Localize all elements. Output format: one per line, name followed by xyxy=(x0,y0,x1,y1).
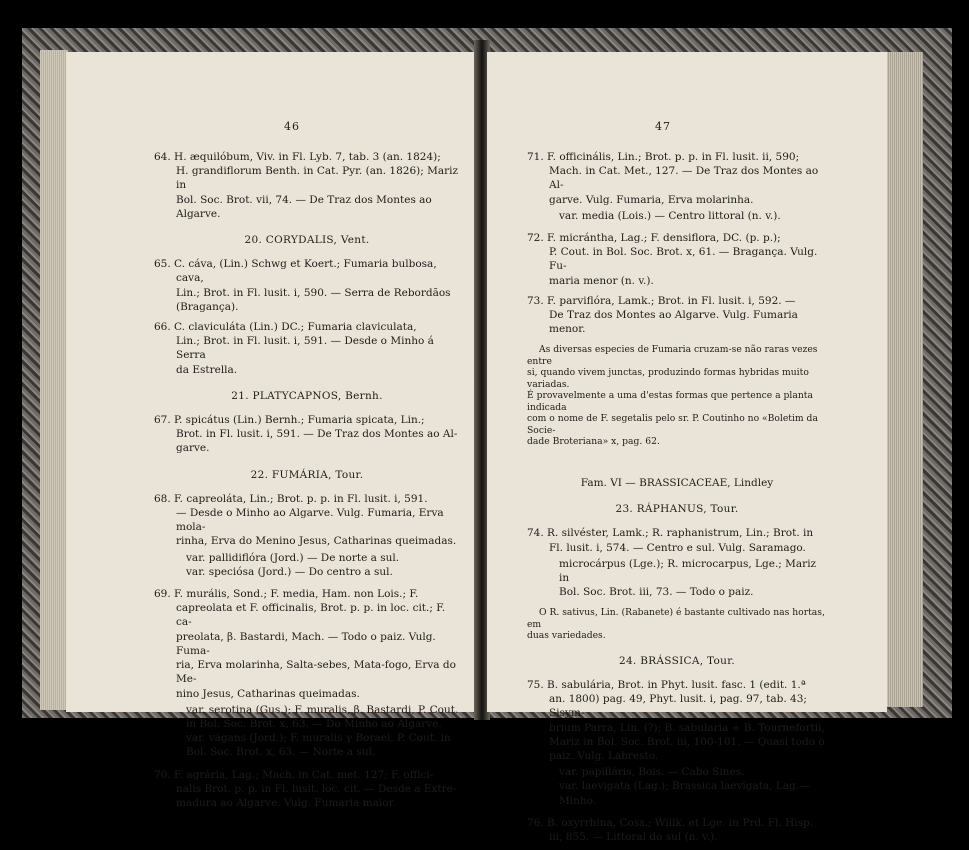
variety-line: var. pallidiflóra (Jord.) — De norte a sul. xyxy=(186,551,400,564)
genus-heading-platycapnos: 21. PLATYCAPNOS, Bernh. xyxy=(231,389,383,402)
left-page xyxy=(66,52,476,809)
variety-line: var. media (Lois.) — Centro littoral (n. v.). xyxy=(559,209,781,222)
entry-73: 73. F. parviflóra, Lamk.; Brot. in Fl. lusit. i, 592. — De Traz dos Montes ao Algarve. Vulg. Fumaria menor. xyxy=(527,294,798,336)
entry-75: 75. B. sabulária, Brot. in Phyt. lusit. fasc. 1 (edit. 1.ª an. 1800) pag. 49, Phyt. lusit. i, pag. 97, tab. 43; Sisym- brium Parra, Lin. (?); B. sabularia + B. Tournefortii, Mariz in Bol. Soc. Brot. iii, 100-101. — Quasi todo o paiz. Vulg. Labresto. xyxy=(527,679,825,763)
right-page xyxy=(487,52,887,844)
page-edges-left xyxy=(40,50,68,710)
variety-line: var. papilláris, Bois. — Cabo Sines. xyxy=(559,766,745,779)
page-number-left: 46 xyxy=(284,120,300,133)
genus-heading-raphanus: 23. RÁPHANUS, Tour. xyxy=(615,503,739,516)
entry-67: 67. P. spicátus (Lin.) Bernh.; Fumaria spicata, Lin.; Brot. in Fl. lusit. i, 591. — De Traz dos Montes ao Al- garve. xyxy=(154,414,458,455)
variety-line: var. speciósa (Jord.) — Do centro a sul. xyxy=(186,565,393,578)
variety-line: var. serotina (Gus.); F. muralis, β. Bastardi, P. Cout. in Bol. Soc. Brot. x, 63. — Do Minho ao Algarve. xyxy=(186,703,459,730)
page-edges-right xyxy=(885,52,923,707)
entry-74: 74. R. silvéster, Lamk.; R. raphanistrum, Lin.; Brot. in Fl. lusit. i, 574. — Centro e sul. Vulg. Saramago. xyxy=(527,527,814,554)
genus-heading-brassica: 24. BRÁSSICA, Tour. xyxy=(618,654,736,667)
right-page-text xyxy=(527,150,827,850)
variety-line: var. vágans (Jord.); F. muralis γ Boraei, P. Cout. in Bol. Soc. Brot. x, 63. — Norte a sul. xyxy=(186,732,451,759)
entry-66: 66. C. claviculáta (Lin.) DC.; Fumaria claviculata, Lin.; Brot. in Fl. lusit. i, 591. — Desde o Minho á Serra da Estrella. xyxy=(154,321,434,376)
entry-72: 72. F. micrántha, Lag.; F. densiflora, DC. (p. p.); P. Cout. in Bol. Soc. Brot. x, 61. — Bragança. Vulg. Fu- maria menor (n. v.). xyxy=(527,232,818,287)
variety-line: var. laevigata (Lag.); Brassica laevigata, Lag.—Minho. xyxy=(559,780,810,807)
entry-65: 65. C. cáva, (Lin.) Schwg et Koert.; Fumaria bulbosa, cava, Lin.; Brot. in Fl. lusit. i, 590. — Serra de Rebordãos (Bragança). xyxy=(154,258,451,313)
family-heading: Fam. VI — BRASSICACEAE, Lindley xyxy=(580,476,774,489)
entry-71: 71. F. officinális, Lin.; Brot. p. p. in Fl. lusit. ii, 590; Mach. in Cat. Met., 127. — De Traz dos Montes ao Al- garve. Vulg. Fumaria, Erva molarinha. xyxy=(527,151,819,206)
entry-64: 64. H. æquilóbum, Viv. in Fl. Lyb. 7, tab. 3 (an. 1824); H. grandiflorum Benth. in Cat. Pyr. (an. 1826); Mariz in Bol. Soc. Brot. vii, 74. — De Traz dos Montes ao Algarve. xyxy=(154,151,459,220)
entry-76: 76. B. oxyrrhina, Coss.; Willk. et Lge. in Prd. Fl. Hisp. iii, 855. — Littoral do sul (n. v.). xyxy=(527,816,814,844)
page-number-right: 47 xyxy=(655,120,671,133)
genus-heading-fumaria: 22. FUMÁRIA, Tour. xyxy=(250,468,364,481)
footnote-raphanus: O R. sativus, Lin. (Rabanete) é bastante cultivado nas hortas, em duas variedades. xyxy=(527,607,825,642)
left-page-text xyxy=(154,150,460,816)
entry-68: 68. F. capreoláta, Lin.; Brot. p. p. in Fl. lusit. i, 591. — Desde o Minho ao Algarve. Vulg. Fumaria, Erva mola- rinha, Erva do Menino Jesus, Catharinas queimadas. xyxy=(154,492,457,548)
footnote-fumaria: As diversas especies de Fumaria cruzam-se não raras vezes entre si, quando vivem junctas, produzindo formas hybridas muito variadas. É provavelmente a uma d'estas formas que pertence a planta indicada com o nome de F. segetalis pelo sr. P. Coutinho no «Boletim da Socie- dade Broteriana» x, pag. 62. xyxy=(527,344,818,448)
variety-line: microcárpus (Lge.); R. microcarpus, Lge.; Mariz in Bol. Soc. Brot. iii, 73. — Todo o paiz. xyxy=(559,557,817,599)
genus-heading-corydalis: 20. CORYDALIS, Vent. xyxy=(244,234,370,247)
entry-70: 70. F. agrária, Lag.; Mach. in Cat. met. 127; F. offici- nalis Brot. p. p. in Fl. lusit. loc. cit. — Desde a Extre- madura ao Algarve. Vulg. Fumaria maior. xyxy=(154,768,457,809)
entry-69: 69. F. murális, Sond.; F. media, Ham. non Lois.; F. capreolata et F. officinalis, Brot. p. p. in loc. cit.; F. ca- preolata, β. Bastardi, Mach. — Todo o paiz. Vulg. Fuma- ria, Erva molarinha, Salta-sebes, Mata-fogo, Erva do Me- nino Jesus, Catharinas queimadas. xyxy=(154,588,456,700)
